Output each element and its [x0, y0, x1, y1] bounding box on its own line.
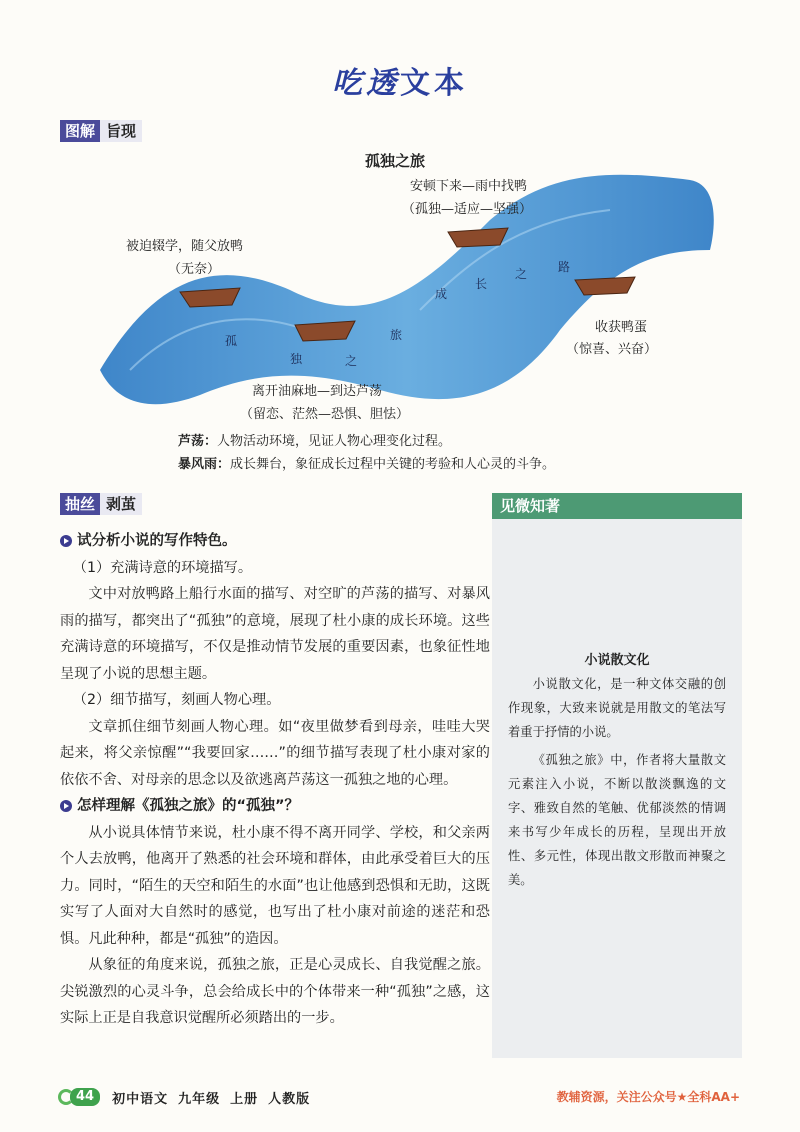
edition: 人教版: [268, 1091, 311, 1107]
book-info: [112, 1088, 320, 1107]
legend-reeds: [178, 430, 451, 449]
river-char: 长: [475, 277, 488, 291]
play-bullet-icon: [60, 535, 72, 547]
boat-icon-4: [575, 277, 635, 295]
paragraph: 从象征的角度来说，孤独之旅，正是心灵成长、自我觉醒之旅。尖锐激烈的心灵斗争，总会给成长中的个体带来一种“孤独”之感，这实际上正是自我意识觉醒所必须踏出的一步。: [60, 957, 490, 1026]
stage4-line1: 收获鸭蛋: [595, 320, 648, 335]
subheading: （2）细节描写，刻画人物心理。: [72, 692, 281, 708]
legend-storm: [178, 453, 555, 472]
section-tag: 抽丝: [60, 493, 100, 515]
stage4-line2: （惊喜、兴奋）: [566, 342, 658, 357]
section-header-diagram: [60, 120, 142, 142]
question-text: 怎样理解《孤独之旅》的“孤独”？: [77, 798, 300, 814]
river-char: 独: [290, 352, 303, 366]
subject: 初中语文: [112, 1091, 169, 1107]
volume: 上册: [230, 1091, 259, 1107]
analysis-column: [60, 528, 490, 1032]
sidebar-paragraph: 小说散文化，是一种文体交融的创作现象，大致来说就是用散文的笔法写着重于抒情的小说。: [508, 677, 726, 739]
subheading: （1）充满诗意的环境描写。: [72, 559, 253, 576]
diagram-title: 孤独之旅: [365, 152, 426, 170]
play-bullet-icon: [60, 800, 72, 812]
grade: 九年级: [178, 1091, 221, 1107]
stage2-line1: 离开油麻地—到达芦荡: [252, 384, 383, 399]
journey-diagram: [90, 140, 730, 480]
river-char: 路: [558, 260, 571, 274]
boat-icon-3: [448, 228, 508, 247]
title-part1: 吃透: [332, 66, 400, 101]
section-label: 旨现: [100, 120, 142, 142]
page-title: [0, 58, 800, 102]
sidebar-box: [492, 493, 742, 1058]
promo-text: 教辅资源，关注公众号★全科AA+: [556, 1090, 740, 1104]
question-text: 试分析小说的写作特色。: [77, 533, 237, 549]
stage1-line2: （无奈）: [168, 262, 221, 277]
legend-text: 成长舞台，象征成长过程中关键的考验和人心灵的斗争。: [230, 457, 556, 472]
legend-key: 芦荡：: [178, 434, 218, 449]
question-1: [60, 528, 490, 555]
sidebar-header: 见微知著: [492, 493, 742, 519]
stage2-line2: （留恋、茫然—恐惧、胆怯）: [240, 407, 410, 422]
legend-text: 人物活动环境，见证人物心理变化过程。: [217, 434, 452, 449]
river-char: 之: [345, 354, 358, 368]
sidebar-title: 小说散文化: [584, 653, 650, 668]
river-char: 孤: [225, 334, 238, 348]
stage3-line2: （孤独—适应—坚强）: [402, 202, 533, 217]
section-tag: 图解: [60, 120, 100, 142]
legend-key: 暴风雨：: [178, 457, 231, 472]
boat-icon-2: [295, 321, 355, 341]
section-header-analysis: [60, 493, 142, 515]
paragraph: 从小说具体情节来说，杜小康不得不离开同学、学校，和父亲两个人去放鸭，他离开了熟悉的社会环境和群体，由此承受着巨大的压力。同时，“陌生的天空和陌生的水面”也让他感到恐惧和无助，这既实写了人面对大自然时的感觉，也写出了杜小康对前途的迷茫和恐惧。凡此种种，都是“孤独”的造因。: [60, 824, 490, 947]
title-part2: 文本: [400, 66, 468, 101]
page-badge: [58, 1088, 100, 1106]
section-label: 剥茧: [100, 493, 142, 515]
paragraph: 文章抓住细节刻画人物心理。如“夜里做梦看到母亲，哇哇大哭起来，将父亲惊醒”“我要回家……”的细节描写表现了杜小康对家的依依不舍、对母亲的思念以及欲逃离芦荡这一孤独之地的心理。: [60, 718, 490, 788]
page-number: 44: [70, 1088, 100, 1106]
river-char: 旅: [390, 328, 403, 342]
stage3-line1: 安顿下来—雨中找鸭: [410, 179, 528, 194]
page-footer: [58, 1085, 320, 1109]
river-char: 成: [435, 287, 448, 301]
question-2: [60, 793, 490, 820]
stage1-line1: 被迫辍学，随父放鸭: [126, 239, 244, 254]
river-char: 之: [515, 267, 528, 281]
paragraph: 文中对放鸭路上船行水面的描写、对空旷的芦荡的描写、对暴风雨的描写，都突出了“孤独”的意境，展现了杜小康的成长环境。这些充满诗意的环境描写，不仅是推动情节发展的重要因素，也象征性地呈现了小说的思想主题。: [60, 586, 490, 682]
sidebar-paragraph: 《孤独之旅》中，作者将大量散文元素注入小说，不断以散淡飘逸的文字、雅致自然的笔触、优郁淡然的情调来书写少年成长的历程，呈现出开放性、多元性，体现出散文形散而神聚之美。: [508, 753, 726, 887]
